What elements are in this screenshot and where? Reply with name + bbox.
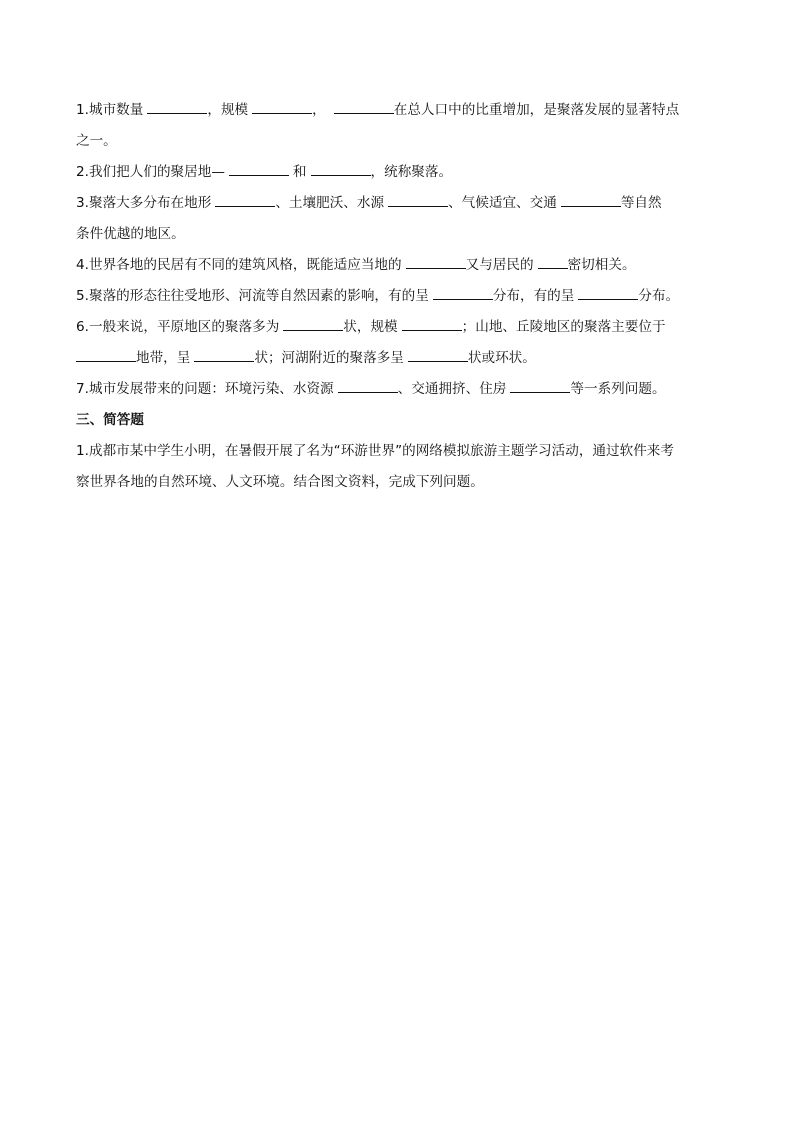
question-5 — [76, 286, 726, 306]
q4-text-b: 又与居民的 — [465, 257, 534, 273]
q6-text-b: 状，规模 — [343, 319, 398, 335]
q6-blank-1[interactable] — [283, 317, 343, 331]
q5-blank-2[interactable] — [578, 286, 638, 300]
q6-text-a: 6.一般来说，平原地区的聚落多为 — [76, 319, 280, 335]
question-2 — [76, 162, 726, 182]
section-3-title: 三、简答题 — [76, 412, 144, 428]
q2-text-a: 2.我们把人们的聚居地— — [76, 164, 225, 180]
q3-blank-1[interactable] — [215, 193, 275, 207]
q3-blank-2[interactable] — [388, 193, 448, 207]
q6-text-e: 状；河湖附近的聚落多呈 — [254, 350, 404, 366]
q1-text-a: 1.城市数量 — [76, 102, 144, 118]
q6-blank-3[interactable] — [76, 348, 136, 362]
q2-text-c: ，统称聚落。 — [370, 164, 453, 180]
q1-text-e: 之一。 — [76, 133, 117, 149]
question-6-line-1 — [76, 317, 726, 337]
q5-text-c: 分布。 — [638, 288, 680, 304]
q3-text-e: 条件优越的地区。 — [76, 226, 185, 242]
question-1-line-2 — [76, 131, 726, 151]
q1-blank-3[interactable] — [334, 100, 394, 114]
q4-blank-2[interactable] — [538, 255, 568, 269]
q3-text-c: 、气候适宜、交通 — [448, 195, 557, 211]
q4-text-a: 4.世界各地的民居有不同的建筑风格，既能适应当地的 — [76, 257, 402, 273]
q7-text-c: 等一系列问题。 — [570, 381, 666, 397]
q7-text-a: 7.城市发展带来的问题：环境污染、水资源 — [76, 381, 334, 397]
question-1-line-1 — [76, 100, 726, 120]
question-3-line-1 — [76, 193, 726, 213]
q6-blank-5[interactable] — [408, 348, 468, 362]
q4-text-c: 密切相关。 — [567, 257, 636, 273]
section-3-question-1-line-1: 1.成都市某中学生小明，在暑假开展了名为“环游世界”的网络模拟旅游主题学习活动，通过软件来考 — [76, 443, 674, 459]
section-3-question-1-line-2: 察世界各地的自然环境、人文环境。结合图文资料，完成下列问题。 — [76, 474, 484, 490]
q1-text-d: 在总人口中的比重增加，是聚落发展的显著特点 — [393, 102, 680, 118]
q7-blank-1[interactable] — [338, 379, 398, 393]
q6-text-c: ；山地、丘陵地区的聚落主要位于 — [461, 319, 666, 335]
q6-blank-4[interactable] — [194, 348, 254, 362]
q1-text-c: ， — [312, 102, 326, 118]
q4-blank-1[interactable] — [406, 255, 466, 269]
document-content — [76, 100, 726, 503]
q3-text-d: 等自然 — [620, 195, 662, 211]
q6-text-d: 地带，呈 — [136, 350, 191, 366]
q1-blank-1[interactable] — [147, 100, 207, 114]
q6-blank-2[interactable] — [402, 317, 462, 331]
question-6-line-2 — [76, 348, 726, 368]
q7-text-b: 、交通拥挤、住房 — [397, 381, 507, 397]
q2-text-b: 和 — [292, 164, 307, 180]
q5-text-b: 分布，有的呈 — [492, 288, 575, 304]
q3-text-a: 3.聚落大多分布在地形 — [76, 195, 212, 211]
q3-blank-3[interactable] — [561, 193, 621, 207]
q1-text-b: ，规模 — [207, 102, 249, 118]
q1-blank-2[interactable] — [252, 100, 312, 114]
question-7 — [76, 379, 726, 399]
q6-text-f: 状或环状。 — [467, 350, 536, 366]
q3-text-b: 、土壤肥沃、水源 — [275, 195, 385, 211]
q7-blank-2[interactable] — [510, 379, 570, 393]
q2-blank-1[interactable] — [229, 162, 289, 176]
question-4 — [76, 255, 726, 275]
q5-blank-1[interactable] — [433, 286, 493, 300]
q5-text-a: 5.聚落的形态往往受地形、河流等自然因素的影响，有的呈 — [76, 288, 429, 304]
question-3-line-2 — [76, 224, 726, 244]
q2-blank-2[interactable] — [311, 162, 371, 176]
